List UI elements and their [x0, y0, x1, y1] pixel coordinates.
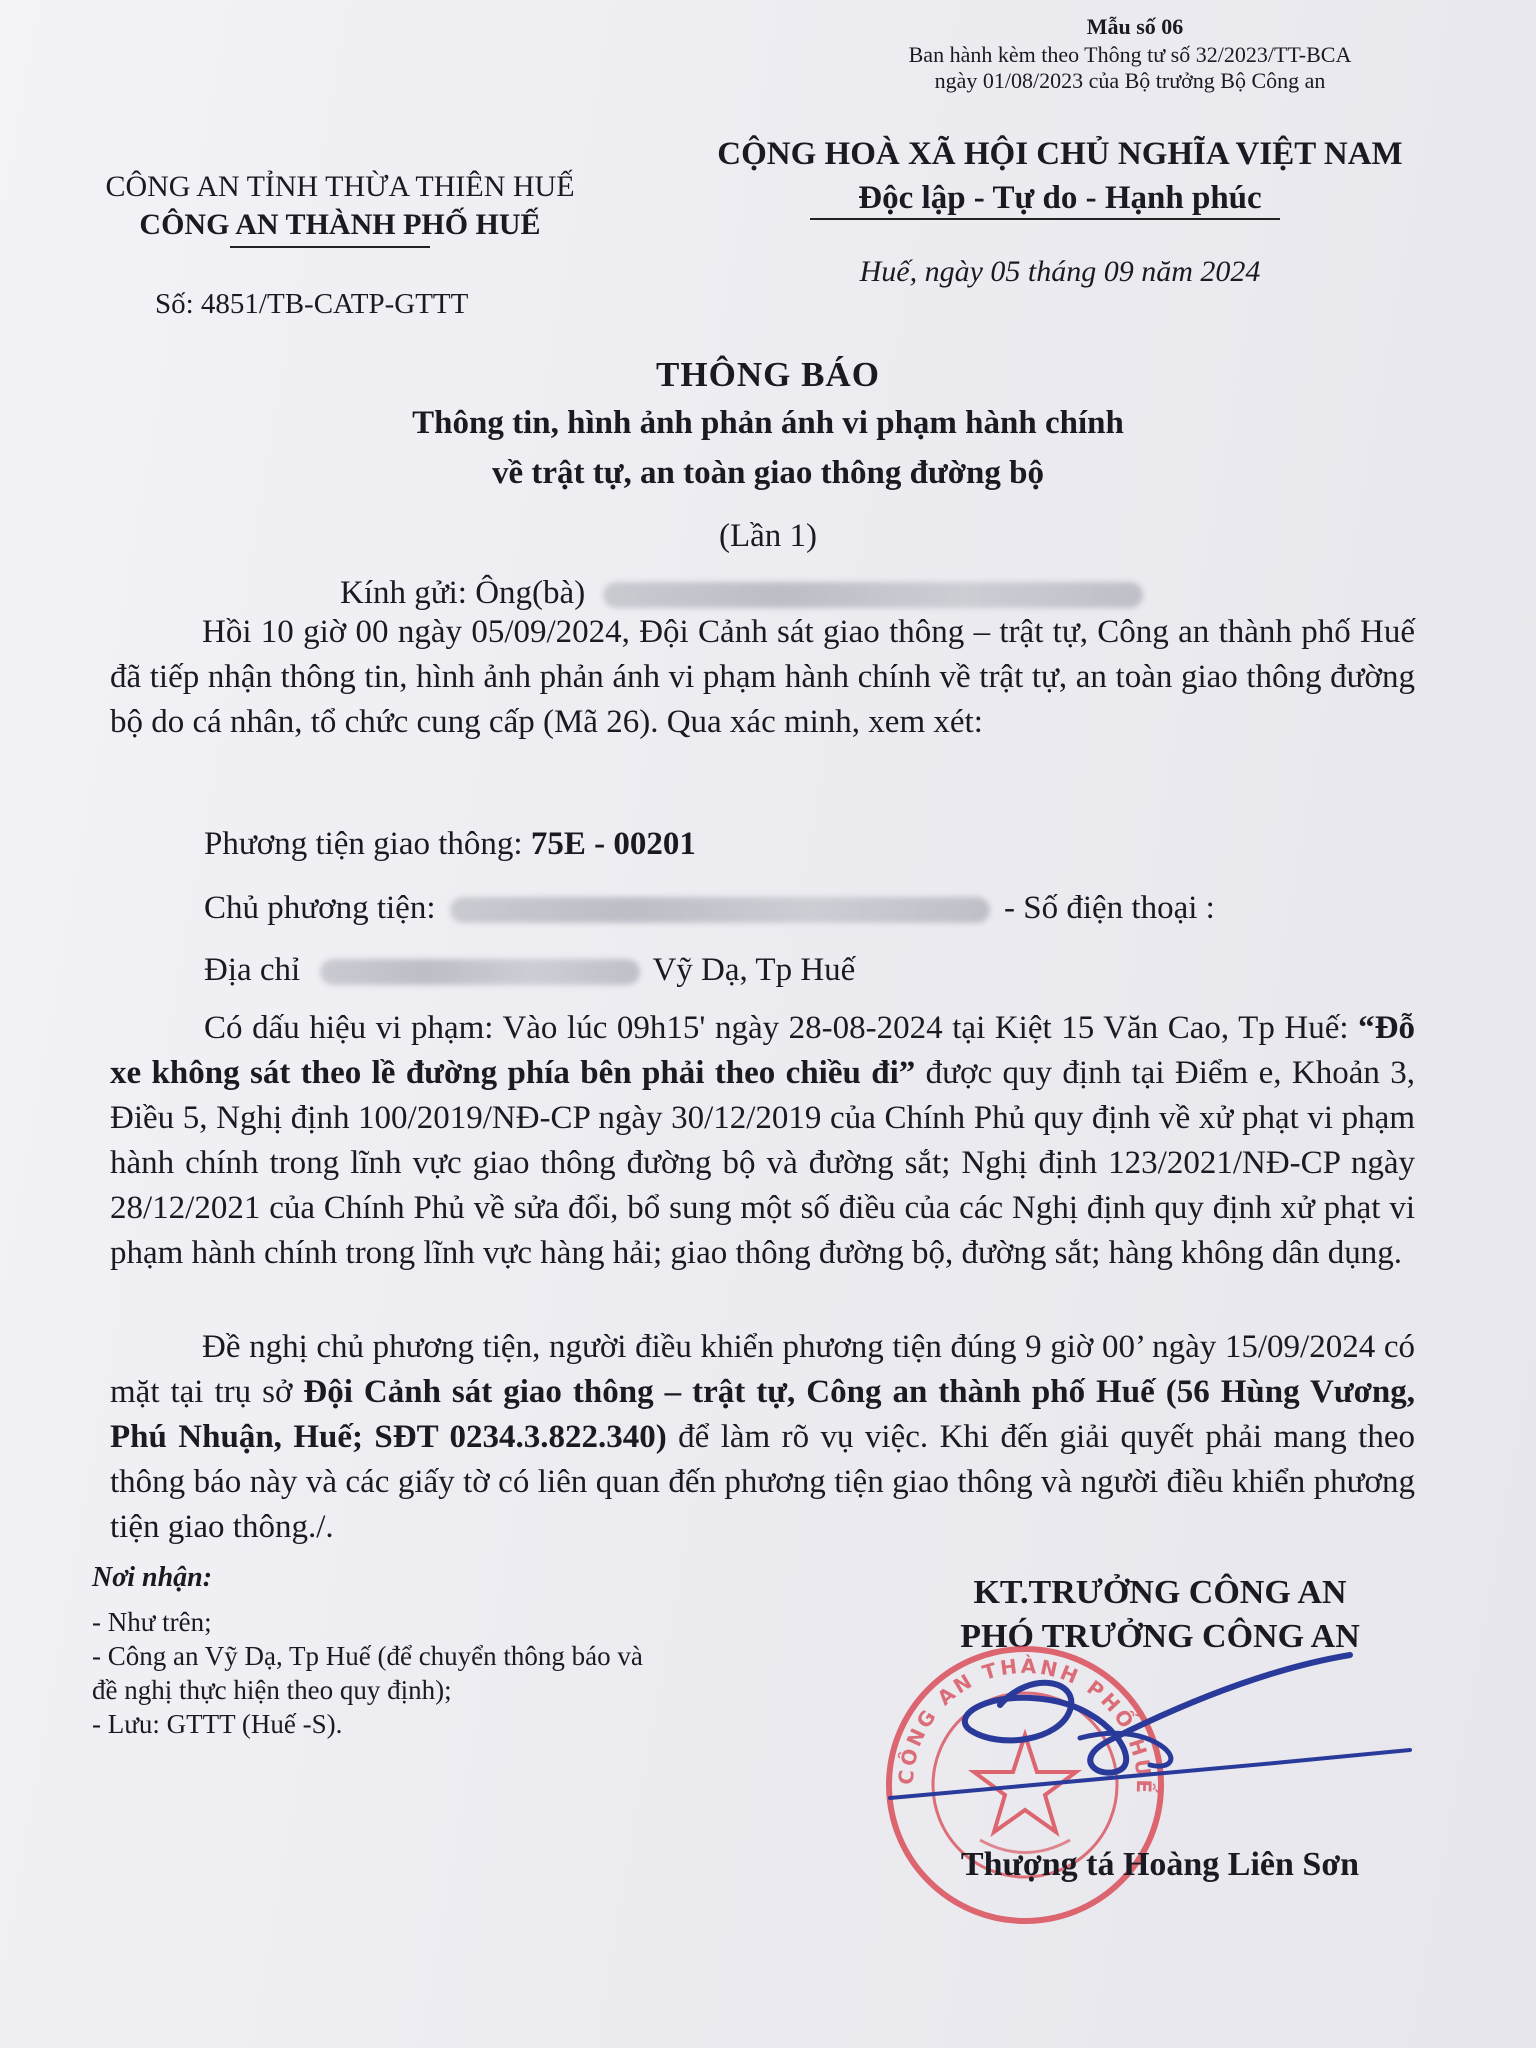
owner-label: Chủ phương tiện: [204, 890, 436, 926]
summons-paragraph [110, 1325, 1415, 1550]
handwritten-signature [880, 1650, 1420, 1800]
redacted-recipient-name [603, 582, 1143, 608]
signer-position: PHÓ TRƯỞNG CÔNG AN [960, 1618, 1360, 1655]
body-paragraph-2 [110, 1006, 1415, 1276]
vehicle-line [204, 826, 696, 863]
phone-label: - Số điện thoại : [995, 890, 1215, 926]
violation-legal-basis: được quy định tại Điểm e, Khoản 3, Điều 5, Nghị định 100/2019/NĐ-CP ngày 30/12/2019 của Chính Phủ quy định về xử phạt vi phạm hành chính trong lĩnh vực giao thông đường bộ và đường sắt; Nghị định 123/2021/NĐ-CP ngày 28/12/2021 của Chính Phủ về sửa đổi, bổ sung một số điều của các Nghị định quy định xử phạt vi phạm hành chính trong lĩnh vực hàng hải; giao thông đường bộ, đường sắt; hàng không dân dụng. [110, 1055, 1416, 1271]
issuing-organization: CÔNG AN THÀNH PHỐ HUẾ [139, 208, 541, 241]
redacted-street-address [320, 959, 640, 985]
stamp-text: CÔNG AN THÀNH PHỐ HUẾ [893, 1653, 1157, 1797]
motto-underline [810, 218, 1280, 220]
signer-name: Thượng tá Hoàng Liên Sơn [960, 1846, 1360, 1883]
greeting-label: Kính gửi: Ông(bà) [340, 575, 586, 611]
violation-paragraph [110, 1006, 1415, 1276]
form-issued-with: Ban hành kèm theo Thông tư số 32/2023/TT-BCA [908, 42, 1352, 67]
address-label: Địa chỉ [204, 952, 301, 988]
vehicle-plate: 75E - 00201 [530, 826, 696, 862]
parent-organization: CÔNG AN TỈNH THỪA THIÊN HUẾ [105, 170, 575, 203]
vehicle-label: Phương tiện giao thông: [204, 826, 531, 862]
document-subtitle-line-1: Thông tin, hình ảnh phản ánh vi phạm hành chính [412, 405, 1124, 441]
greeting [340, 575, 1143, 612]
violation-description: “Đỗ xe không sát theo lề đường phía bên phải theo chiều đi” [110, 1010, 1415, 1091]
document-number: Số: 4851/TB-CATP-GTTT [155, 288, 469, 320]
form-issued-date: ngày 01/08/2023 của Bộ trưởng Bộ Công an [934, 68, 1326, 93]
intro-text: Hồi 10 giờ 00 ngày 05/09/2024, Đội Cảnh sát giao thông – trật tự, Công an thành phố Huế đã tiếp nhận thông tin, hình ảnh phản ánh vi phạm hành chính về trật tự, an toàn giao thông đường bộ do cá nhân, tổ chức cung cấp (Mã 26). Qua xác minh, xem xét: [110, 614, 1415, 740]
place-date: Huế, ngày 05 tháng 09 năm 2024 [859, 255, 1261, 288]
violation-lead: Có dấu hiệu vi phạm: Vào lúc 09h15' ngày 28-08-2024 tại Kiệt 15 Văn Cao, Tp Huế: [204, 1010, 1359, 1046]
body-paragraph-3 [110, 1325, 1415, 1550]
address-line [204, 952, 855, 989]
signer-authority: KT.TRƯỞNG CÔNG AN [973, 1574, 1347, 1611]
notice-count: (Lần 1) [718, 518, 818, 554]
owner-line [204, 890, 1215, 927]
organization-underline [230, 246, 430, 248]
recipient-item: đề nghị thực hiện theo quy định); [92, 1675, 452, 1705]
form-number: Mẫu số 06 [1086, 14, 1184, 39]
summons-lead: Đề nghị chủ phương tiện, người điều khiển phương tiện đúng 9 giờ 00’ ngày 15/09/2024 có mặt tại trụ sở [110, 1329, 1415, 1410]
address-value: Vỹ Dạ, Tp Huế [652, 952, 856, 988]
summons-instructions: để làm rõ vụ việc. Khi đến giải quyết phải mang theo thông báo này và các giấy tờ có liên quan đến phương tiện giao thông và người điều khiển phương tiện giao thông./. [110, 1419, 1415, 1545]
document-subtitle-line-2: về trật tự, an toàn giao thông đường bộ [491, 455, 1044, 491]
national-motto: Độc lập - Tự do - Hạnh phúc [858, 180, 1262, 216]
recipient-item: - Như trên; [92, 1607, 212, 1637]
recipient-item: - Lưu: GTTT (Huế -S). [92, 1709, 343, 1739]
recipient-item: - Công an Vỹ Dạ, Tp Huế (để chuyển thông báo và [92, 1641, 643, 1671]
national-title: CỘNG HOÀ XÃ HỘI CHỦ NGHĨA VIỆT NAM [717, 136, 1403, 172]
redacted-owner-name [450, 897, 990, 923]
body-paragraph-1 [110, 610, 1415, 745]
summons-office: Đội Cảnh sát giao thông – trật tự, Công an thành phố Huế (56 Hùng Vương, Phú Nhuận, Huế; SĐT 0234.3.822.340) [110, 1374, 1415, 1455]
recipients-title: Nơi nhận: [92, 1562, 213, 1593]
document-title: THÔNG BÁO [656, 355, 880, 394]
